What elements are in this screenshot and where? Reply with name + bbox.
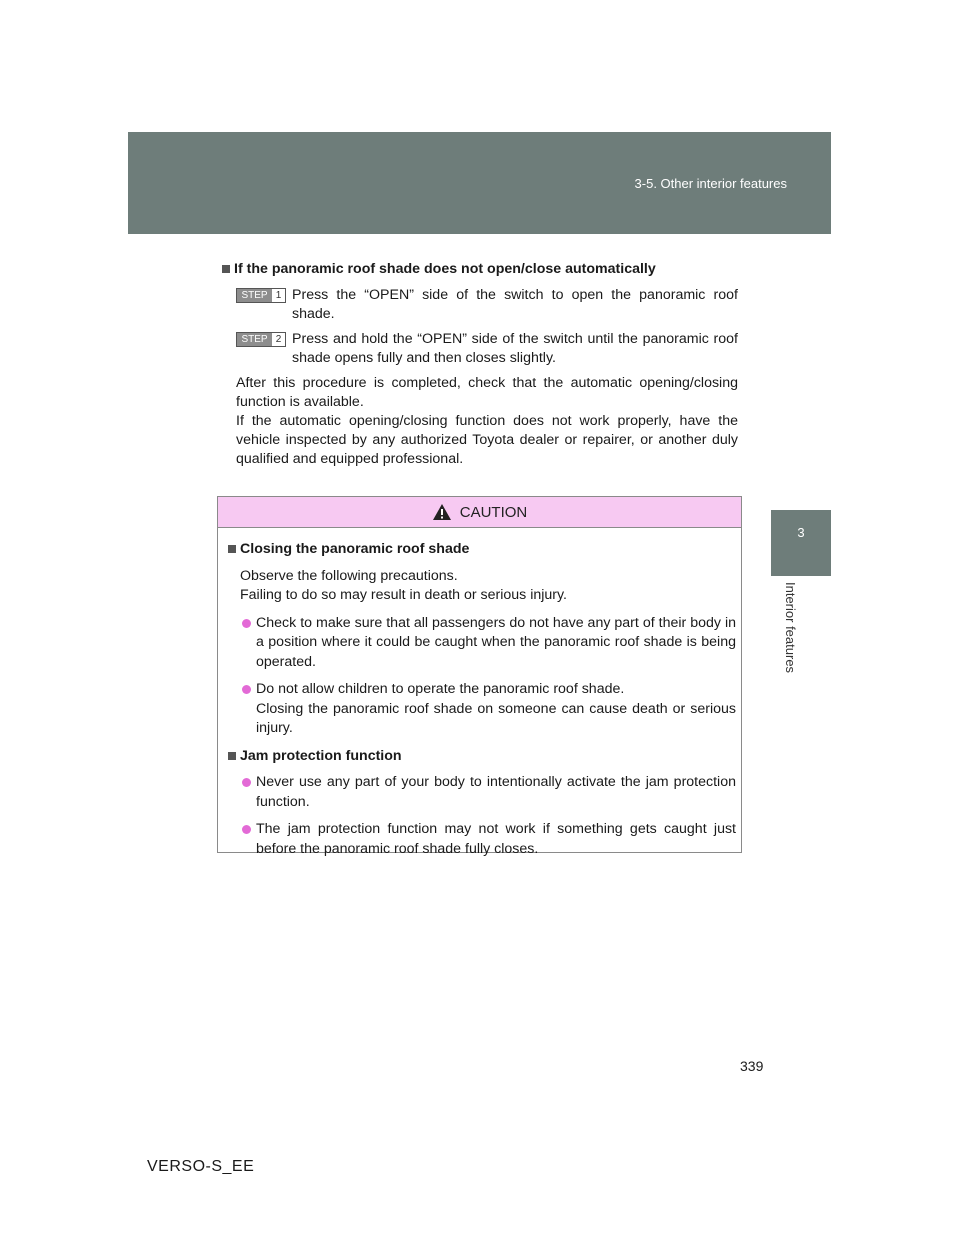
step-1 — [220, 286, 738, 324]
step-badge-icon: STEP 1 — [236, 288, 286, 303]
chapter-label: Interior features — [783, 582, 798, 674]
footer-code: VERSO-S_EE — [147, 1158, 255, 1175]
page-number: 339 — [740, 1058, 764, 1074]
square-bullet-icon — [228, 752, 236, 760]
step-text: Press and hold the “OPEN” side of the switch until the panoramic roof shade opens fully and then closes slightly. — [292, 331, 738, 366]
main-content — [220, 260, 738, 469]
paragraph: After this procedure is completed, check that the automatic opening/closing function is available. — [236, 375, 738, 410]
bullet-dot-icon — [242, 778, 251, 787]
list-item: The jam protection function may not work if something gets caught just before the panoramic roof shade fully closes. — [226, 820, 736, 859]
square-bullet-icon — [222, 265, 230, 273]
list-item: Do not allow children to operate the panoramic roof shade. Closing the panoramic roof shade on someone can cause death or serious injury. — [226, 680, 736, 739]
caution-header — [218, 497, 741, 528]
step-badge-icon: STEP 2 — [236, 332, 286, 347]
caution-subheading: Closing the panoramic roof shade — [226, 540, 736, 560]
paragraph: If the automatic opening/closing function does not work properly, have the vehicle inspected by any authorized Toyota dealer or repairer, or another duly qualified and equipped professional. — [236, 413, 738, 467]
step-2 — [220, 330, 738, 368]
caution-body — [218, 528, 741, 859]
bullet-dot-icon — [242, 619, 251, 628]
list-item: Check to make sure that all passengers do not have any part of their body in a position where it could be caught when the panoramic roof shade is being operated. — [226, 614, 736, 673]
bullet-dot-icon — [242, 685, 251, 694]
warning-icon — [432, 503, 452, 521]
bullet-dot-icon — [242, 825, 251, 834]
caution-subheading: Jam protection function — [226, 747, 736, 767]
caution-box — [217, 496, 742, 857]
list-item: Never use any part of your body to intentionally activate the jam protection function. — [226, 773, 736, 812]
caution-title: CAUTION — [459, 503, 528, 521]
chapter-tab: 3 — [771, 510, 831, 576]
section-heading: If the panoramic roof shade does not open/close automatically — [220, 260, 738, 279]
caution-text: Observe the following precautions. Failing to do so may result in death or serious injury. — [240, 567, 567, 603]
step-text: Press the “OPEN” side of the switch to open the panoramic roof shade. — [292, 287, 738, 322]
square-bullet-icon — [228, 545, 236, 553]
header-band — [128, 132, 831, 234]
section-title: 3-5. Other interior features — [634, 176, 787, 191]
